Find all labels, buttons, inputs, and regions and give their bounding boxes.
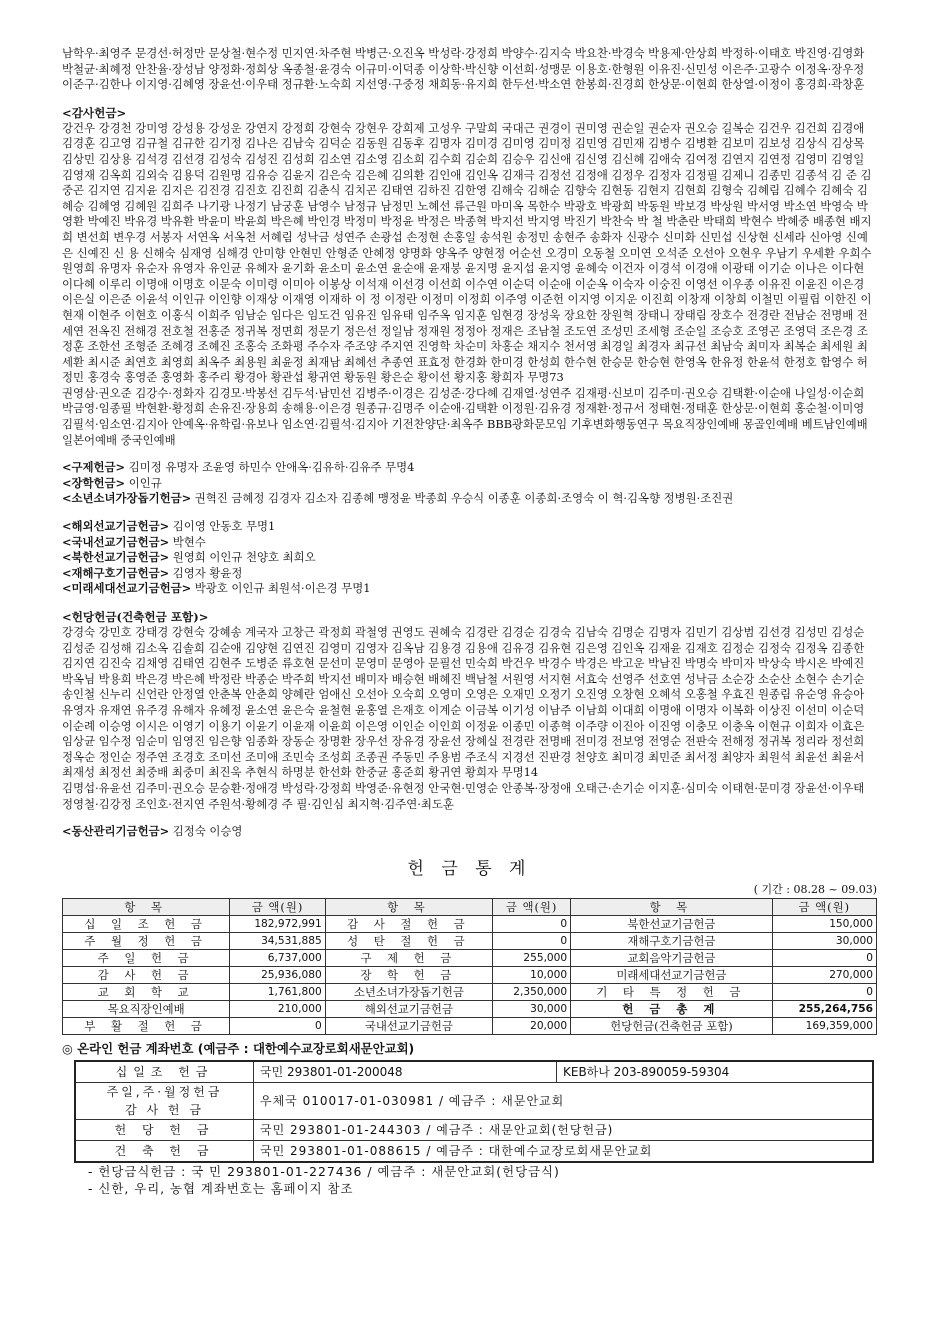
- row-title: <소년소녀가장돕기헌금>: [62, 491, 192, 506]
- item-label: 기 타 특 정 헌 금: [571, 983, 772, 1000]
- item-label: 감 사 절 헌 금: [325, 915, 492, 932]
- item-label: 교회음악기금헌금: [571, 949, 772, 966]
- section-title: <감사헌금>: [62, 105, 127, 120]
- row-text: 김미정 유명자 조윤영 하민수 안애옥·김유하·김유주 무명4: [128, 460, 415, 475]
- stats-row: [63, 949, 877, 966]
- donor-list: 강건우 강경천 강미영 강성용 강성운 강연지 강정희 강현숙 강현우 강희제 고성우 구말희 국대근 권경이 권미영 권순일 권순자 권오승 길복순 김건우 김건희 김경애 김경훈 김고영 김규철 김규한 김기정 김나은 김남숙 김덕순 김동원 김동후 김명자 김미경 김미영 김미정 김민영 김민재 김병수 김병환 김보미 김보성 김상식 김상목 김상민 김상용 김석경 김선경 김성숙 김성진 김성희 김소연 김소영 김소희 김수희 김순희 김승우 김신애 김신영 김신혜 김애숙 김여정 김연지 김연정 김영미 김영일 김영재 김옥희 김외숙 김용덕 김원명 김유승 김윤지 김은숙 김은혜 김의환 김인애 김인옥 김재극 김정선 김정애 김정우 김정자 김정필 김제니 김종민 김종석 김 준 김중곤 김지연 김지윤 김지은 김진경 김진호 김진희 김춘식 김치곤 김태연 김하진 김한영 김해숙 김해순 김향숙 김현동 김현지 김현희 김형숙 김혜림 김혜수 김혜숙 김혜승 김혜영 김혜원 김희주 나기광 나정기 남궁훈 남영수 남정규 남정민 노혜선 류근원 마미옥 목한수 박광호 박광희 박동원 박보경 박상원 박서영 박소연 박영숙 박영환 박예진 박유경 박유환 박윤미 박윤희 박은혜 박인경 박정미 박정윤 박정은 박종혁 박지선 박지영 박진기 박찬숙 박 철 박춘란 박태희 박현수 박혜중 배종현 배지희 변선희 변우경 서봉자 서연옥 서옥천 서혜림 성낙금 성연주 손광섭 손정현 손홍일 송석원 송정민 송현주 송화자 신광수 신미화 신민섭 신상현 신세라 신아영 신예은 신예진 신 용 신해숙 심재영 심해경 안미향 안현민 안형준 안혜정 양명화 양옥주 양현정 어순선 오경미 오동철 오미연 오석준 오선아 오현우 우남기 우세환 우희수 원영희 유명자 유순자 유영자 유인균 유혜자 윤기화 윤소미 윤소연 윤순애 윤재붕 윤지명 윤지섭 윤지영 윤혜숙 이건자 이경석 이경애 이광태 이기순 이나은 이다현 이다혜 이루리 이명애 이명호 이문숙 이미령 이미아 이봉상 이석재 이선경 이선희 이수연 이순덕 이순애 이순옥 이숙자 이숭진 이영선 이우종 이유진 이윤진 이은경 이은실 이은준 이윤석 이인규 이인향 이재상 이재영 이재하 이 정 이정란 이정미 이정희 이주영 이준헌 이지영 이지운 이진희 이창재 이창희 이철민 이필립 이한진 이현재 이현주 이현호 이홍식 이희주 임남순 임다은 임도건 임유진 임유태 임주옥 임지훈 임현경 장성욱 장요한 장원혁 장태니 장태림 장호수 전경란 전남순 전명배 전세연 전옥진 전해경 전호철 전홍준 정귀복 정면희 정문기 정은선 정일남 정재원 정정아 정재은 조남철 조도연 조성민 조세형 조순일 조승호 조영곤 조영덕 조은경 조정훈 조한선 조형준 조혜경 조혜진 조홍숙 조화평 주수자 주조양 주지연 진영학 차순미 차홍순 채지수 천서영 최경일 최경자 최규선 최남숙 최미자 최복순 최세원 최세환 최시준 최연호 최영희 최옥주 최용원 최윤정 최재남 최혜선 추종연 표효정 한경화 한미경 한성희 한수현 한승문 한승현 한영옥 한유정 한윤석 한정호 함영수 허정민 홍경숙 홍영준 홍영화 홍주리 황경아 황관섭 황귀연 황동원 황은순 황이선 황지홍 황희자 무명73: [62, 120, 872, 385]
- header-cell: 금 액(원): [230, 898, 325, 915]
- donor-list: 강경숙 강민호 강태경 강현숙 강혜송 계국자 고창근 곽정희 곽철영 권영도 권혜숙 김경란 김경순 김경숙 김남숙 김명순 김명자 김민기 김상범 김선경 김성민 김성순 김성준 김성해 김소옥 김솔희 김순애 김양현 김연진 김영미 김영자 김옥남 김용경 김용애 김유경 김유현 김은영 김인옥 김재윤 김재호 김정순 김정숙 김정옥 김종한 김지연 김진숙 김채영 김태연 김현주 도병준 류호현 문선미 문영미 문영아 문필선 민숙희 박건우 박경수 박경은 박고운 박남진 박명숙 박미자 박상숙 박시온 박예진 박옥님 박용희 박은경 박은혜 박정란 박종순 박주희 박지선 배미자 배승현 배혜진 백남철 서원영 서지현 서효숙 선영주 선호연 성낙금 소순강 소순산 소현수 손기순 송인철 신누리 신언란 안정열 안춘복 안춘희 양혜란 엄애신 오선아 오숙희 오영미 오영은 오재민 오정기 오진영 오창현 오혜석 오홍철 우효진 원종림 유순영 유승아 유영자 유재연 유주경 유해자 유혜정 윤소연 윤은숙 윤철현 윤홍열 은재호 이계순 이금복 이기성 이남주 이남희 이대희 이명애 이명자 이복화 이상진 이선미 이순덕 이순례 이승영 이시은 이영기 이용기 이윤기 이윤재 이윤희 이은영 이인순 이인희 이정윤 이종민 이종혁 이주량 이진아 이진영 이충모 이충옥 이현규 이희자 이효은 임상균 임수정 임순미 임영진 임은향 임종화 장동순 장명환 장우선 장유경 장윤선 장혜실 전경란 전명배 전미경 전보영 전영순 전판숙 전해정 정귀복 정리라 정선희 정옥순 정인순 정주연 조경호 조미선 조미애 조민숙 조성희 조종권 주동민 주용범 주조식 지경선 진판경 천양호 최미경 최민준 최서정 최양자 최원석 최윤선 최윤서 최재성 최정선 최중배 최중미 최진욱 추현식 하명분 한선화 한중균 홍준희 황귀연 황희자 무명14: [62, 625, 865, 780]
- top-donor-list: 남학우·최영주 문경선·허정만 문상철·현수정 민지연·차주현 박병근·오진옥 박성락·강정희 박양수·김지숙 박요찬·박경숙 박용제·안상희 박정하·이태호 박진영·김영화 박철균·최혜정 안찬율·장성남 양정화·정희상 옥종철·윤경숙 이규미·이덕종 이상학·박신향 이선희·성맹문 이용호·한형원 이유진·신민성 이은주·고광수 이정옥·장우정 이준구·김한나 이지영·김혜영 장윤선·이우태 정규환·노숙희 지선영·구중정 채희동·유지희 한두선·박소연 한봉희·진경희 한상문·이현희 한상열·이정이 홍경희·곽창훈: [62, 46, 865, 92]
- row-text: 박현수: [172, 534, 206, 549]
- item-amount: 169,359,000: [772, 1017, 876, 1034]
- account-value: 우체국 010017-01-030981 / 예금주 : 새문안교회: [254, 1082, 874, 1119]
- row-text: 권혁진 금혜정 김경자 김소자 김종혜 맹정윤 박종희 우승식 이종훈 이종희·조영숙 이 혁·김옥향 정병원·조진권: [194, 491, 734, 506]
- accounts-title: ◎ 온라인 헌금 계좌번호 (예금주 : 대한예수교장로회새문안교회): [62, 1040, 415, 1056]
- donor-list-groups: 김명섭·유윤선 김주미·권오승 문승환·정애경 박성락·강정희 박영준·유현정 안국현·민영순 안종복·장정애 오태근·손기순 이지훈·심미숙 이태현·문미경 장윤선·이우태 정영철·김강정 조인호·전지연 주원석·황혜경 주 필·김인심 최지혁·김주연·최도훈: [62, 780, 865, 811]
- overseas-mission-row: [62, 519, 877, 535]
- item-amount: 0: [230, 1017, 325, 1034]
- row-text: 이인규: [128, 475, 162, 490]
- total-label: 헌 금 총 계: [571, 1000, 772, 1017]
- row-title: <미래세대선교기금헌금>: [62, 581, 192, 596]
- account-row: [75, 1140, 873, 1162]
- header-cell: 항 목: [571, 898, 772, 915]
- item-label: 재해구호기금헌금: [571, 932, 772, 949]
- item-label: 부 활 절 헌 금: [63, 1017, 230, 1034]
- stats-row: [63, 932, 877, 949]
- account-notes: [88, 1163, 877, 1197]
- row-text: 원영희 이인규 천양호 최희오: [172, 550, 316, 565]
- row-text: 김정숙 이승영: [172, 824, 243, 839]
- item-label: 헌당헌금(건축헌금 포함): [571, 1017, 772, 1034]
- item-amount: 10,000: [493, 966, 571, 983]
- row-title: <해외선교기금헌금>: [62, 519, 170, 534]
- account-label-line: 주일,주·월정헌금: [106, 1084, 223, 1099]
- stats-row: [63, 1017, 877, 1034]
- item-label: 성 탄 절 헌 금: [325, 932, 492, 949]
- note-line: - 신한, 우리, 농협 계좌번호는 홈페이지 참조: [88, 1180, 354, 1196]
- item-amount: 1,761,800: [230, 983, 325, 1000]
- row-title: <구제헌금>: [62, 460, 126, 475]
- item-amount: 150,000: [772, 915, 876, 932]
- youth-support-row: [62, 491, 877, 507]
- account-label: 헌 당 헌 금: [75, 1119, 254, 1140]
- row-title: <동산관리기금헌금>: [62, 824, 170, 839]
- account-row: [75, 1082, 873, 1119]
- item-amount: 20,000: [493, 1017, 571, 1034]
- stats-title: 헌 금 통 계: [407, 858, 532, 879]
- item-label: 십 일 조 헌 금: [63, 915, 230, 932]
- disaster-relief-row: [62, 566, 877, 582]
- thanks-offering-section: [62, 105, 877, 448]
- item-amount: 210,000: [230, 1000, 325, 1017]
- item-label: 주 일 헌 금: [63, 949, 230, 966]
- account-row: [75, 1119, 873, 1140]
- header-cell: 항 목: [63, 898, 230, 915]
- item-amount: 0: [772, 949, 876, 966]
- account-value: 국민 293801-01-244303 / 예금주 : 새문안교회(헌당헌금): [254, 1119, 874, 1140]
- row-text: 김영자 황윤정: [172, 565, 243, 580]
- stats-header-row: [63, 898, 877, 915]
- item-amount: 30,000: [493, 1000, 571, 1017]
- item-label: 목요직장인예배: [63, 1000, 230, 1017]
- row-title: <북한선교기금헌금>: [62, 550, 170, 565]
- section-title: <헌당헌금(건축헌금 포함)>: [62, 610, 209, 624]
- relief-row: [62, 460, 877, 476]
- item-label: 교 회 학 교: [63, 983, 230, 1000]
- domestic-mission-row: [62, 535, 877, 551]
- row-title: <장학헌금>: [62, 475, 126, 490]
- total-amount: 255,264,756: [772, 1000, 876, 1017]
- row-title: <재해구호기금헌금>: [62, 565, 170, 580]
- accounts-table: [74, 1060, 874, 1163]
- item-amount: 30,000: [772, 932, 876, 949]
- item-amount: 0: [493, 915, 571, 932]
- row-title: <국내선교기금헌금>: [62, 534, 170, 549]
- account-label: [75, 1082, 254, 1119]
- item-label: 소년소녀가장돕기헌금: [325, 983, 492, 1000]
- item-amount: 0: [772, 983, 876, 1000]
- item-amount: 25,936,080: [230, 966, 325, 983]
- stats-row: [63, 966, 877, 983]
- item-amount: 255,000: [493, 949, 571, 966]
- item-amount: 34,531,885: [230, 932, 325, 949]
- stats-table: [62, 898, 877, 1035]
- stats-row: [63, 915, 877, 932]
- item-amount: 2,350,000: [493, 983, 571, 1000]
- mission-offering-section: [62, 519, 877, 597]
- header-cell: 금 액(원): [772, 898, 876, 915]
- account-label: 건 축 헌 금: [75, 1140, 254, 1162]
- item-label: 장 학 헌 금: [325, 966, 492, 983]
- future-generation-row: [62, 581, 877, 597]
- account-label-line: 감 사 헌 금: [125, 1102, 204, 1117]
- header-cell: 항 목: [325, 898, 492, 915]
- item-label: 감 사 헌 금: [63, 966, 230, 983]
- offering-page: [62, 46, 877, 1197]
- row-text: 김이영 안동호 무명1: [172, 519, 276, 534]
- item-label: 구 제 헌 금: [325, 949, 492, 966]
- item-amount: 6,737,000: [230, 949, 325, 966]
- account-value: 국민 293801-01-088615 / 예금주 : 대한예수교장로회새문안교회: [254, 1140, 874, 1162]
- donor-list-groups: 권영삼·권오준 김강수·정화자 김경모·박봉선 김두석·남민선 김병주·이경은 김성준·강다혜 김재열·성연주 김재평·신보미 김주미·권오승 김택환·이순애 나일성·이순희 박금영·임종필 박현환·황정희 손유진·장용희 송해용·이은경 원종규·김명주 이순애·김택환 이정원·김유경 정재환·정규서 정태현·정태훈 한상문·이현희 홍순철·이미영 김필석·임소연·김지아 안예옥·유학림·유보나 임소연·김필석·김지아 기전찬양단·최옥주 BBB광화문모임 기후변화행동연구 목요직장인예배 몽골인예배 베트남인예배 일본어예배 중국인예배: [62, 385, 868, 447]
- account-label: 십일조 헌금: [75, 1061, 254, 1083]
- building-offering-section: [62, 609, 877, 812]
- item-label: 북한선교기금헌금: [571, 915, 772, 932]
- item-amount: 182,972,991: [230, 915, 325, 932]
- asset-offering-section: [62, 824, 877, 840]
- item-label: 국내선교기금헌금: [325, 1017, 492, 1034]
- item-label: 주 월 정 헌 금: [63, 932, 230, 949]
- stats-row: [63, 1000, 877, 1017]
- north-korea-mission-row: [62, 550, 877, 566]
- row-text: 박광호 이인규 최원석·이은경 무명1: [194, 581, 371, 596]
- account-value: 국민 293801-01-200048: [254, 1061, 557, 1083]
- note-line: - 헌당금식헌금 : 국 민 293801-01-227436 / 예금주 : 새문안교회(헌당금식): [88, 1163, 560, 1179]
- asset-row: [62, 824, 877, 840]
- account-value-secondary: KEB하나 203-890059-59304: [557, 1061, 874, 1083]
- item-label: 해외선교기금헌금: [325, 1000, 492, 1017]
- header-cell: 금 액(원): [493, 898, 571, 915]
- account-row: [75, 1061, 873, 1083]
- stats-period: ( 기간 : 08.28 ~ 09.03): [753, 882, 877, 896]
- item-label: 미래세대선교기금헌금: [571, 966, 772, 983]
- stats-row: [63, 983, 877, 1000]
- misc-offering-section: [62, 460, 877, 507]
- item-amount: 270,000: [772, 966, 876, 983]
- scholarship-row: [62, 476, 877, 492]
- item-amount: 0: [493, 932, 571, 949]
